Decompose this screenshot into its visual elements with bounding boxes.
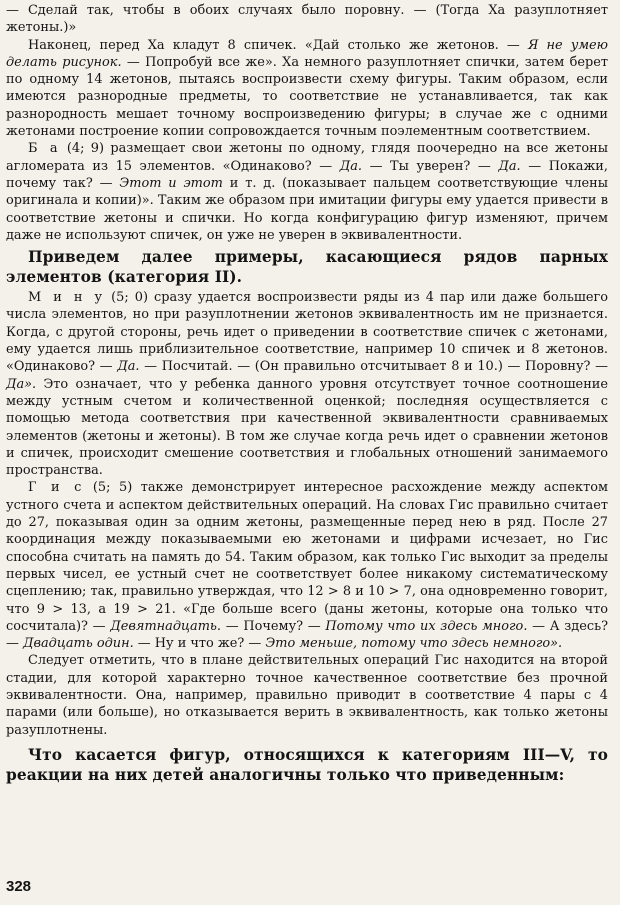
text-run: (4; 9) размещает свои жетоны по одному, глядя поочередно на все жетоны агломерата из 15 элементов. «Одинаково? — — [6, 141, 608, 174]
text-run: Это означает, что у ребенка данного уровня отсутствует точное соотношение между устным счетом и количественной оценкой; последняя осуществляется с помощью метода соответствия при качественной эквивалентности сравниваемых элементов (жетоны и жетоны). В том же случае когда речь идет о сравнении жетонов и спичек, происходит смешение соответствия и глобальных отношений занимаемого пространства. — [6, 376, 608, 479]
text-run: — Почему? — — [221, 618, 326, 634]
italic-reply: Это меньше, потому что здесь немного». — [265, 636, 563, 652]
section-lead-category-2: Приведем далее примеры, касающиеся рядов парных элементов (категория II). — [6, 248, 608, 287]
paragraph-gis-operations: Следует отметить, что в плане действительных операций Гис находится на второй стадии, для которой характерно точное качественное соответствие без прочной эквивалентности. Она, например, правильно приводит в соответствие 4 пары с 4 парами (или больше), но отказывается верить в эквивалентность, как только жетоны разуплотнены. — [6, 653, 608, 738]
page-body — [6, 2, 608, 787]
italic-reply: Да. — [339, 158, 362, 174]
italic-reply: Двадцать один. — [23, 636, 134, 652]
text-run: — Ты уверен? — — [362, 158, 499, 174]
text-run: (5; 0) сразу удается воспроизвести ряды из 4 пар или даже большего числа элементов, но при разуплотнении жетонов эквивалентность им не признается. Когда, с другой стороны, речь идет о приведении в соответствие спичек с жетонами, ему удается лишь приблизительное соответствие, например 10 спичек и 8 жетонов. «Одинаково? — — [6, 290, 608, 375]
text-run: (5; 5) также демонстрирует интересное расхождение между аспектом устного счета и аспектом действительных операций. На словах Гис правильно считает до 27, показывая один за одним жетоны, размещенные перед нею в ряд. После 27 координация между показываемыми ею жетонами и цифрами исчезает, но Гис способна считать на память до 54. Таким образом, как только Гис выходит за пределы первых чисел, ее устный счет не соответствует более никакому систематическому сцеплению; так, правильно утверждая, что 12 > 8 и 10 > 7, она одновременно говорит, что 9 > 13, а 19 > 21. «Где больше всего (даны жетоны, которые она только что сосчитала)? — — [6, 480, 609, 634]
italic-reply: Да». — [6, 376, 37, 392]
italic-reply: Этот и этот — [119, 175, 223, 191]
child-name: Б а — [28, 141, 61, 157]
italic-reply: Потому что их здесь много. — [325, 618, 528, 634]
italic-reply: Девятнадцать. — [110, 618, 222, 634]
italic-reply: Да. — [117, 359, 140, 375]
paragraph-matches-ha — [6, 37, 608, 141]
paragraph-dialogue-end: — Сделай так, чтобы в обоих случаях было поровну. — (Тогда Ха разуплотняет жетоны.)» — [6, 3, 608, 36]
text-run: — Покажи, почему так? — — [6, 158, 608, 191]
text-run: и т. д. (показывает пальцем соответствующие члены оригинала и копии)». Таким же образом при имитации фигуры ему удается привести в соответствие жетоны и спички. Но когда конфигурацию фигур изменяют, причем даже не используют спичек, он уже не уверен в эквивалентности. — [6, 175, 608, 243]
paragraph-gis — [6, 479, 608, 652]
section-lead-categories-3-5: Что касается фигур, относящихся к категориям III—V, то реакции на них детей аналогичны только что приведенным: — [6, 745, 608, 784]
text-run: — Ну и что же? — — [133, 636, 266, 652]
paragraph-ba — [6, 140, 608, 244]
child-name: Г и с — [28, 480, 85, 496]
text-run: — А здесь? — — [6, 618, 608, 652]
paragraph-minu — [6, 289, 608, 479]
italic-reply: Я не умею делать рисунок. — [6, 37, 609, 70]
text-run: Наконец, перед Ха кладут 8 спичек. «Дай столько же жетонов. — — [28, 37, 528, 53]
page-number: 328 — [6, 878, 32, 895]
text-run: — Посчитай. — (Он правильно отсчитывает 8 и 10.) — Поровну? — — [139, 359, 609, 375]
italic-reply: Да. — [498, 158, 521, 174]
child-name: М и н у — [28, 290, 106, 306]
text-run: — Попробуй все же». Ха немного разуплотняет спички, затем берет по одному 14 жетонов, пытаясь воспроизвести схему фигуры. Таким образом, если имеются разнородные предметы, то соответствие не устанавливается, так как разнородность мешает точному воспроизведению фигуры; в случае же с одними жетонами построение копии сопровождается точным поэлементным соответствием. — [6, 54, 608, 140]
